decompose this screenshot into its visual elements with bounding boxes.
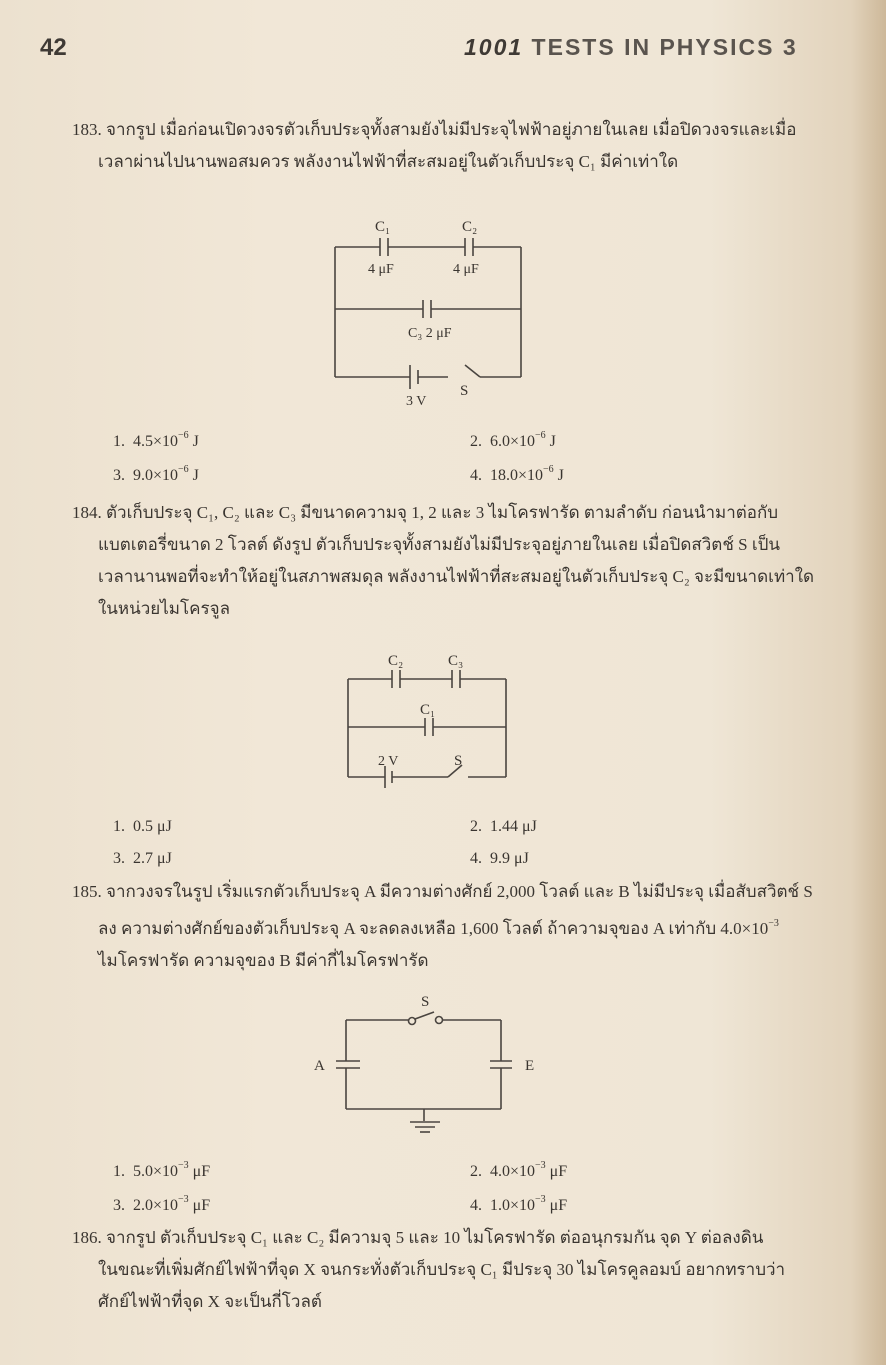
book-title-text: TESTS IN PHYSICS 3 [523,34,798,60]
question-text-line: จากวงจรในรูป เริ่มแรกตัวเก็บประจุ A มีความต่างศักย์ 2,000 โวลต์ และ B ไม่มีประจุ เมื่อสับสวิตช์ S [106,882,813,901]
book-title-number: 1001 [464,34,524,60]
option-3[interactable]: 3. $9.0\times 10^{-6}$ J [113,464,199,484]
option-1[interactable]: 1. 0.5 μJ [113,818,172,835]
question-184 [72,497,844,625]
question-text-line: ศักย์ไฟฟ้าที่จุด X จะเป็นกี่โวลต์ [98,1292,322,1311]
page-number: 42 [40,34,67,61]
question-text-line: ในหน่วยไมโครจูล [98,599,231,618]
question-183 [72,114,844,178]
capacitor-a-label: A [314,1058,325,1074]
switch-label: S [421,994,430,1010]
option-4[interactable]: 4. $1.0\times 10^{-3}$ μF [470,1194,568,1214]
c1-label: C₁ [375,219,391,235]
c3-label: C₃ [448,653,464,669]
question-text-line: ในขณะที่เพิ่มศักย์ไฟฟ้าที่จุด X จนกระทั่งตัวเก็บประจุ C₁ มีประจุ 30 ไมโครคูลอมบ์ อยากทราบว่า [98,1260,786,1279]
question-text-line: เวลานานพอที่จะทำให้อยู่ในสภาพสมดุล พลังงานไฟฟ้าที่สะสมอยู่ในตัวเก็บประจุ C₂ จะมีขนาดเท่าใด [98,567,815,586]
question-text-line: ตัวเก็บประจุ C₁, C₂ และ C₃ มีขนาดความจุ 1, 2 และ 3 ไมโครฟารัด ตามลำดับ ก่อนนำมาต่อกับ [106,503,779,522]
circuit-diagram-185 [300,988,560,1138]
option-4[interactable]: 4. $18.0\times 10^{-6}$ J [470,464,564,484]
option-1[interactable]: 1. $5.0\times 10^{-3}$ μF [113,1160,211,1180]
circuit-diagram-183 [320,205,540,410]
c1-label: C₁ [420,702,436,718]
battery-label: 2 V [378,754,399,769]
option-1[interactable]: 1. $4.5\times 10^{-6}$ J [113,430,199,450]
option-2[interactable]: 2. 1.44 μJ [470,818,537,835]
capacitor-b-label: E [525,1058,535,1074]
option-4[interactable]: 4. 9.9 μJ [470,850,529,867]
option-3[interactable]: 3. 2.7 μJ [113,850,172,867]
question-number: 183. [72,120,102,139]
question-text-line: แบตเตอรี่ขนาด 2 โวลต์ ดังรูป ตัวเก็บประจุทั้งสามยังไม่มีประจุอยู่ภายในเลย เมื่อปิดสวิตช์ S เป็น [98,535,781,554]
question-text-line: เวลาผ่านไปนานพอสมควร พลังงานไฟฟ้าที่สะสมอยู่ในตัวเก็บประจุ C₁ มีค่าเท่าใด [98,152,679,171]
question-number: 186. [72,1228,102,1247]
battery-label: 3 V [406,394,427,409]
question-text-line: จากรูป ตัวเก็บประจุ C₁ และ C₂ มีความจุ 5 และ 10 ไมโครฟารัด ต่ออนุกรมกัน จุด Y ต่อลงดิน [106,1228,764,1247]
question-185 [72,876,844,977]
option-2[interactable]: 2. $6.0\times 10^{-6}$ J [470,430,556,450]
c3-label: C₃ 2 μF [408,326,452,341]
option-2[interactable]: 2. $4.0\times 10^{-3}$ μF [470,1160,568,1180]
question-186 [72,1222,844,1318]
c1-value: 4 μF [368,262,394,277]
option-3[interactable]: 3. $2.0\times 10^{-3}$ μF [113,1194,211,1214]
c2-value: 4 μF [453,262,479,277]
switch-label: S [460,383,469,399]
switch-label: S [454,753,463,769]
question-text-line: จากรูป เมื่อก่อนเปิดวงจรตัวเก็บประจุทั้งสามยังไม่มีประจุไฟฟ้าอยู่ภายในเลย เมื่อปิดวงจรและเมื่อ [106,120,797,139]
question-text-line: ลง ความต่างศักย์ของตัวเก็บประจุ A จะลดลงเหลือ 1,600 โวลต์ ถ้าความจุของ A เท่ากับ $4.0\times 10^{-3}$ [98,918,779,938]
c2-label: C₂ [388,653,404,669]
circuit-diagram-184 [340,645,520,790]
c2-label: C₂ [462,219,478,235]
question-text-line: ไมโครฟารัด ความจุของ B มีค่ากี่ไมโครฟารัด [98,951,429,970]
book-title [464,34,798,61]
question-number: 185. [72,882,102,901]
question-number: 184. [72,503,102,522]
